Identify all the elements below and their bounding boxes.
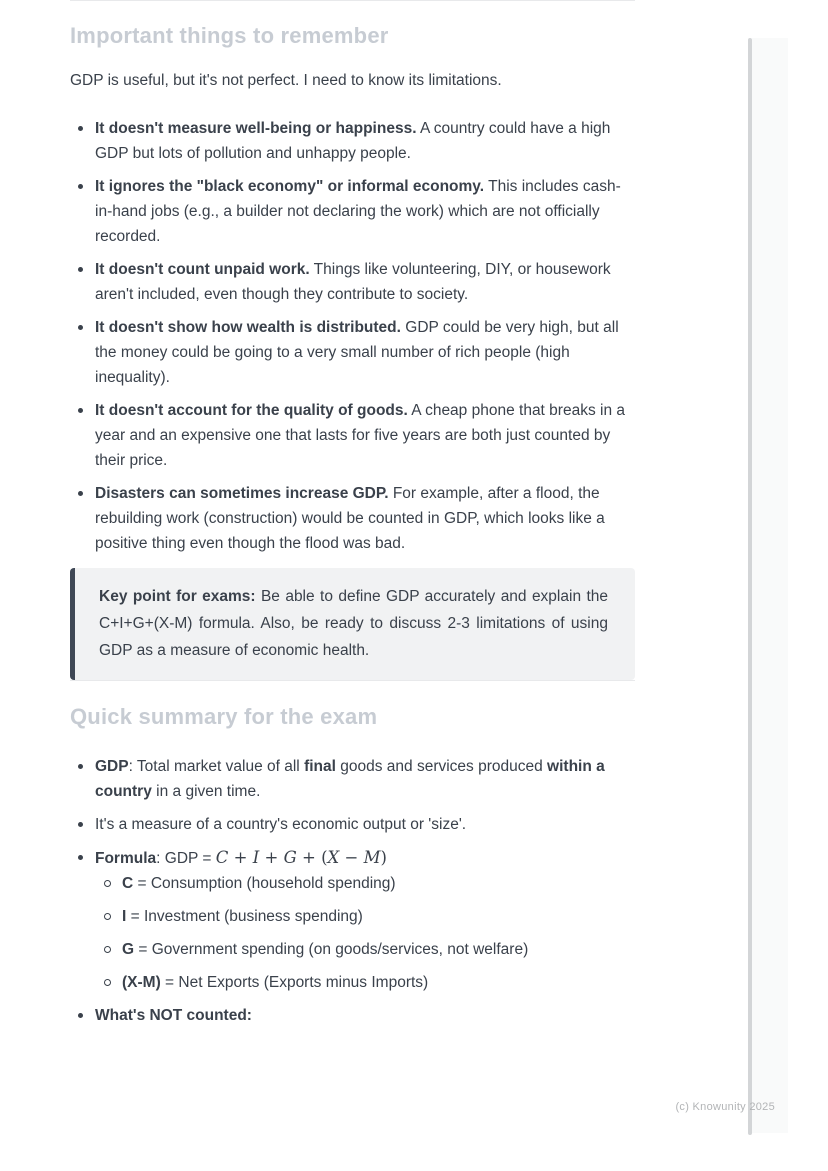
list-item-text: It doesn't measure well-being or happiness. A country could have a high GDP but lots of pollution and unhappy people.: [95, 120, 611, 162]
bullet-icon: [78, 408, 83, 413]
list-item-formula: [70, 845, 635, 995]
circle-bullet-icon: [104, 880, 111, 887]
bullet-icon: [78, 184, 83, 189]
circle-bullet-icon: [104, 946, 111, 953]
bullet-icon: [78, 822, 83, 827]
circle-bullet-icon: [104, 979, 111, 986]
section-heading-important-things: Important things to remember: [70, 23, 389, 48]
list-item-text: It doesn't count unpaid work. Things like volunteering, DIY, or housework aren't included, even though they contribute to society.: [95, 261, 611, 303]
sub-list-item: [95, 904, 635, 929]
list-item: [70, 481, 635, 556]
list-item: [70, 812, 635, 837]
list-item-text: It ignores the "black economy" or informal economy. This includes cash-in-hand jobs (e.g., a builder not declaring the work) which are not officially recorded.: [95, 178, 621, 245]
section-divider: [70, 680, 635, 681]
sub-list-item: [95, 970, 635, 995]
list-item: [70, 754, 635, 804]
list-item: [70, 174, 635, 249]
watermark: (c) Knowunity 2025: [675, 1101, 775, 1113]
list-item-text: It doesn't show how wealth is distributed. GDP could be very high, but all the money could be going to a very small number of rich people (high inequality).: [95, 319, 619, 386]
list-item: [70, 315, 635, 390]
list-item-text: It doesn't account for the quality of goods. A cheap phone that breaks in a year and an expensive one that lasts for five years are both just counted by their price.: [95, 402, 625, 469]
callout-text: Key point for exams: Be able to define GDP accurately and explain the C+I+G+(X-M) formula. Also, be ready to discuss 2-3 limitations of using GDP as a measure of economic health.: [99, 588, 608, 659]
bullet-icon: [78, 267, 83, 272]
bullet-icon: [78, 325, 83, 330]
bullet-icon: [78, 491, 83, 496]
list-item-text: GDP: Total market value of all final goods and services produced within a country in a given time.: [95, 758, 605, 800]
page-edge-shade: [752, 38, 788, 1133]
sub-list-item-text: (X-M) = Net Exports (Exports minus Imports): [122, 974, 429, 991]
sub-list-item-text: C = Consumption (household spending): [122, 875, 396, 892]
key-point-callout: [70, 568, 635, 680]
list-item-text: Disasters can sometimes increase GDP. For example, after a flood, the rebuilding work (construction) would be counted in GDP, which looks like a positive thing even though the flood was bad.: [95, 485, 605, 552]
section-divider: [70, 0, 635, 1]
sub-list-item: [95, 871, 635, 896]
list-item: [70, 257, 635, 307]
list-item: [70, 1003, 635, 1028]
bullet-icon: [78, 126, 83, 131]
bullet-icon: [78, 855, 83, 860]
scrollbar-thumb[interactable]: [748, 38, 752, 1135]
section-heading-quick-summary: Quick summary for the exam: [70, 704, 378, 729]
formula-text: Formula: GDP = C + I + G + (X − M): [95, 848, 387, 867]
intro-paragraph: GDP is useful, but it's not perfect. I need to know its limitations.: [70, 72, 502, 89]
limitations-list: [70, 116, 635, 556]
content-column: [70, 0, 635, 1036]
sub-list-item-text: G = Government spending (on goods/services, not welfare): [122, 941, 529, 958]
sub-list-item-text: I = Investment (business spending): [122, 908, 363, 925]
bullet-icon: [78, 764, 83, 769]
list-item: [70, 398, 635, 473]
sub-list-item: [95, 937, 635, 962]
summary-list: [70, 754, 635, 1028]
circle-bullet-icon: [104, 913, 111, 920]
list-item: [70, 116, 635, 166]
formula-components-list: [95, 871, 635, 995]
list-item-text: It's a measure of a country's economic output or 'size'.: [95, 816, 467, 833]
bullet-icon: [78, 1013, 83, 1018]
list-item-text: What's NOT counted:: [95, 1007, 252, 1024]
